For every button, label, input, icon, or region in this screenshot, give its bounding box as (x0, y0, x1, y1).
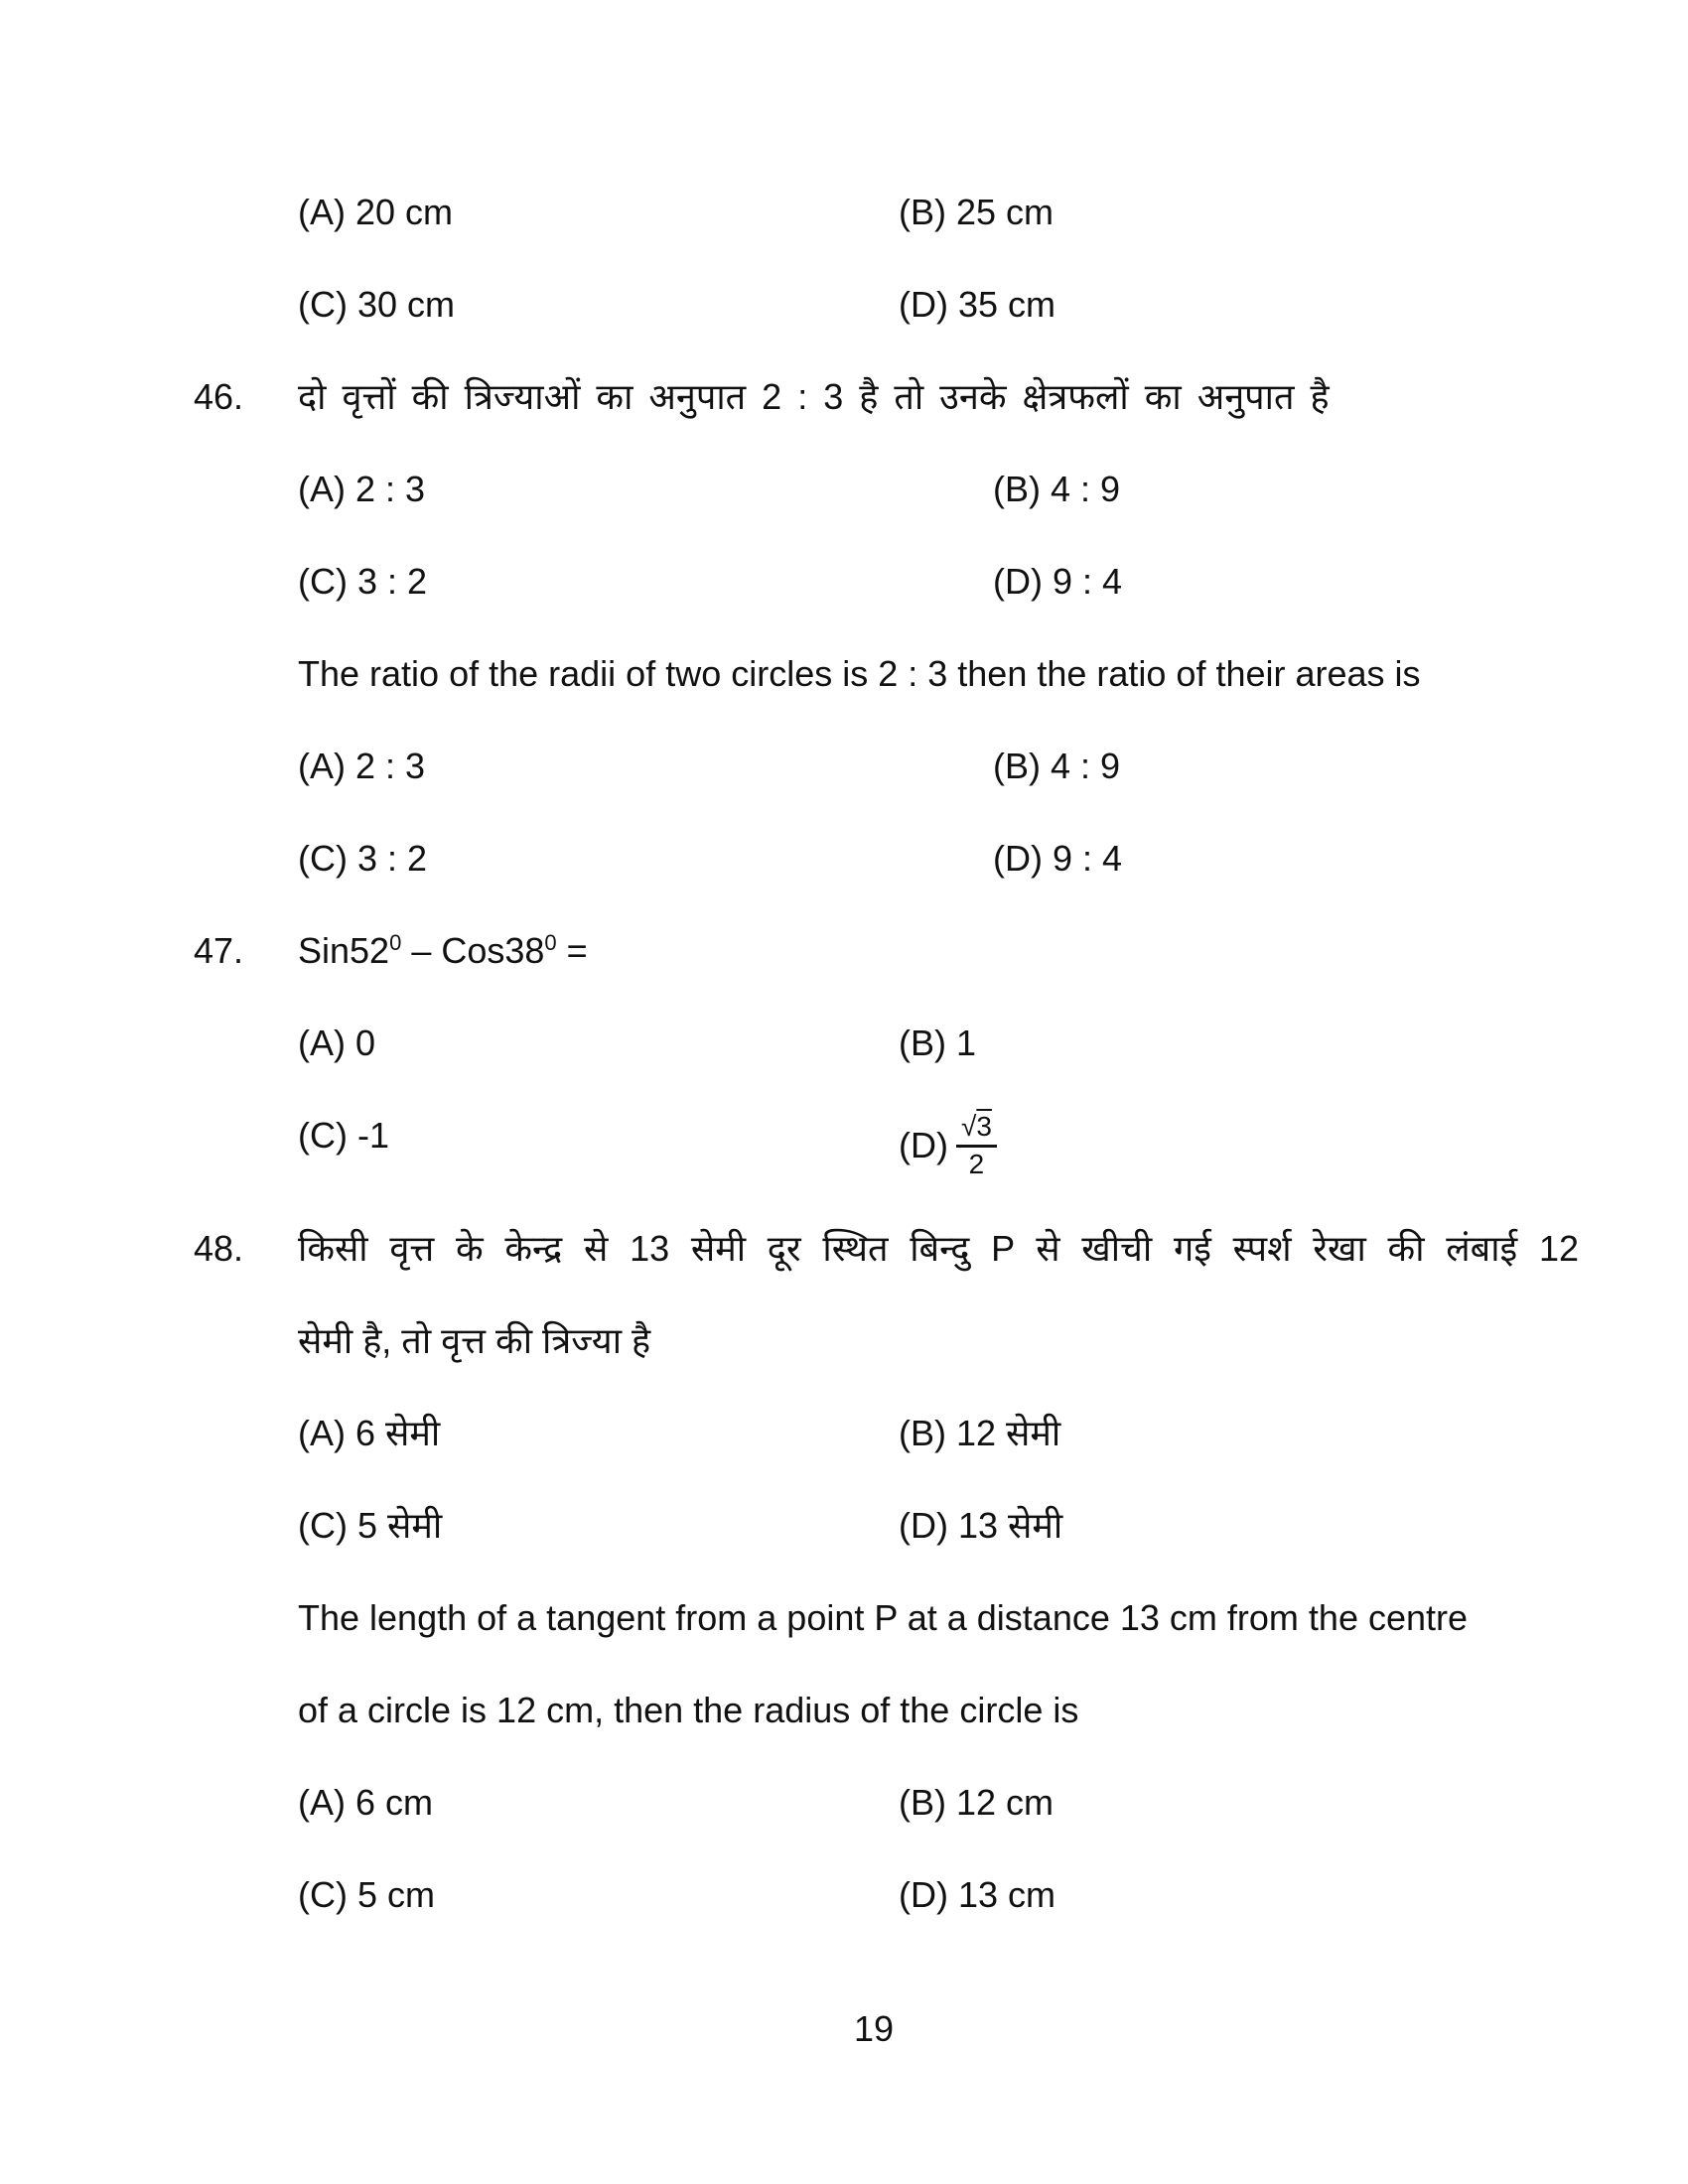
q47-option-d (899, 1112, 997, 1180)
q48-hindi-option-a: (A) 6 सेमी (298, 1412, 441, 1453)
fraction-sqrt3-over-2 (956, 1112, 997, 1180)
q47-expr-degree-2: 0 (544, 930, 557, 955)
q46-english-options-row-1 (298, 743, 1688, 790)
q48-hindi-option-c: (C) 5 सेमी (298, 1504, 443, 1546)
q47-expr-sin: Sin52 (298, 930, 390, 971)
q46-english-options-row-2 (298, 835, 1688, 883)
q45-options-row-2 (298, 281, 1688, 329)
q47-options-row-2 (298, 1112, 1688, 1180)
q47-option-d-label: (D) (899, 1125, 948, 1166)
q47-expr-minus-cos: – Cos38 (401, 930, 545, 971)
q46-english-text: The ratio of the radii of two circles is 2 : 3 then the ratio of their areas is (298, 653, 1421, 694)
fraction-denominator: 2 (968, 1148, 985, 1179)
q47-option-c: (C) -1 (298, 1115, 389, 1156)
q46-hindi-options-row-1 (298, 466, 1688, 513)
q48-english-option-b: (B) 12 cm (899, 1781, 1055, 1823)
q48-number: 48. (194, 1227, 244, 1269)
q48-english-option-a: (A) 6 cm (298, 1781, 434, 1823)
q48-hindi-text-line-1: किसी वृत्त के केन्द्र से 13 सेमी दूर स्थित बिन्दु P से खीची गई स्पर्श रेखा की लंबाई 12 (298, 1227, 1579, 1269)
q45-option-d: (D) 35 cm (899, 284, 1056, 325)
q45-option-b: (B) 25 cm (899, 192, 1055, 232)
q47-number: 47. (194, 930, 244, 971)
q48-hindi-question-line-1 (0, 1225, 1688, 1273)
q48-english-option-d: (D) 13 cm (899, 1873, 1056, 1915)
q48-english-option-c: (C) 5 cm (298, 1873, 435, 1915)
q46-hindi-option-c: (C) 3 : 2 (298, 561, 428, 602)
q45-option-c: (C) 30 cm (298, 284, 456, 325)
q48-english-options-row-1 (298, 1779, 1688, 1827)
q46-hindi-option-d: (D) 9 : 4 (993, 561, 1123, 602)
page-content (0, 189, 1688, 1964)
q46-number: 46. (194, 376, 244, 417)
page-number: 19 (853, 2008, 895, 2049)
q48-hindi-text-line-2: सेमी है, तो वृत्त की त्रिज्या है (298, 1319, 651, 1361)
q46-hindi-question (0, 373, 1688, 421)
q46-english-option-d: (D) 9 : 4 (993, 838, 1123, 879)
q47-expression (298, 927, 1688, 975)
radicand: 3 (976, 1111, 992, 1142)
q47-option-b: (B) 1 (899, 1023, 977, 1063)
q46-english-option-c: (C) 3 : 2 (298, 838, 428, 879)
q48-english-text-line-2: of a circle is 12 cm, then the radius of the circle is (298, 1689, 1079, 1730)
fraction-numerator (956, 1112, 997, 1148)
q48-english-text-line-1: The length of a tangent from a point P at a distance 13 cm from the centre (298, 1596, 1469, 1638)
q47-expr-equals: = (556, 930, 588, 971)
q46-hindi-option-b: (B) 4 : 9 (993, 469, 1121, 509)
q48-hindi-options-row-1 (298, 1410, 1688, 1457)
q45-option-a: (A) 20 cm (298, 192, 454, 232)
q47-expr-degree-1: 0 (389, 930, 402, 955)
q46-hindi-text: दो वृत्तों की त्रिज्याओं का अनुपात 2 : 3 है तो उनके क्षेत्रफलों का अनुपात है (298, 376, 1330, 417)
q45-options-row-1 (298, 189, 1688, 236)
q48-hindi-option-b: (B) 12 सेमी (899, 1412, 1061, 1453)
q46-hindi-option-a: (A) 2 : 3 (298, 469, 426, 509)
q46-english-option-b: (B) 4 : 9 (993, 746, 1121, 786)
q48-hindi-option-d: (D) 13 सेमी (899, 1504, 1063, 1546)
q47-options-row-1 (298, 1020, 1688, 1067)
radical-sign: √ (960, 1111, 977, 1142)
q47-option-a: (A) 0 (298, 1023, 376, 1063)
q46-english-option-a: (A) 2 : 3 (298, 746, 426, 786)
q46-hindi-options-row-2 (298, 558, 1688, 606)
q48-hindi-options-row-2 (298, 1502, 1688, 1550)
q48-english-options-row-2 (298, 1871, 1688, 1919)
q47-question (0, 927, 1688, 975)
